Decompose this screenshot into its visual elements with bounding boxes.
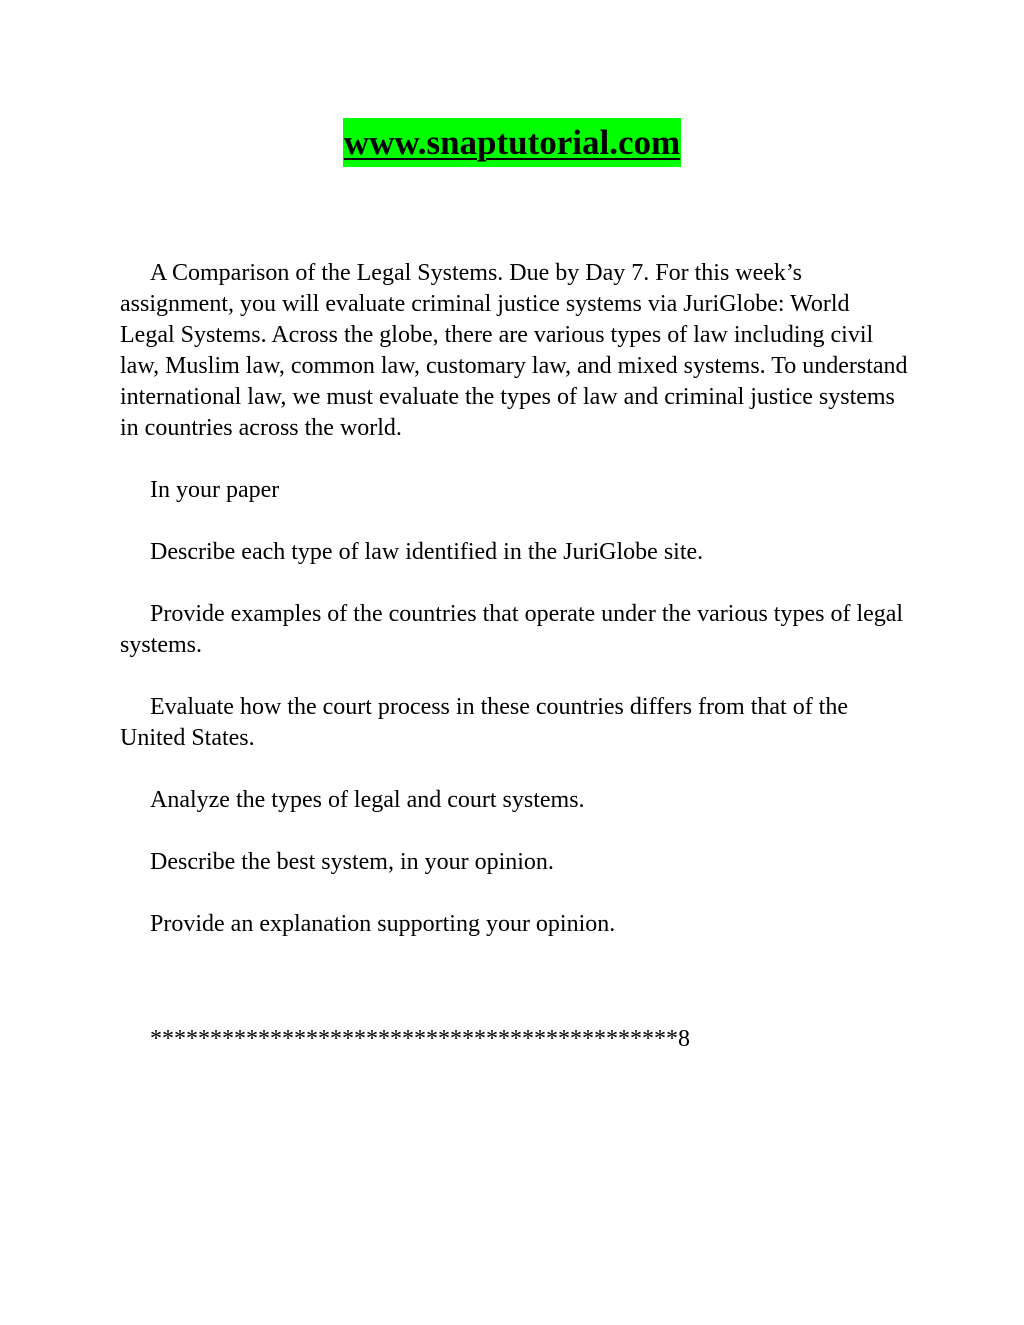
instruction-provide-examples: Provide examples of the countries that operate under the various types of legal systems. — [120, 601, 904, 658]
page-header — [0, 118, 1024, 167]
instruction-describe-best-system: Describe the best system, in your opinion. — [150, 849, 554, 875]
instruction-describe-law-types: Describe each type of law identified in the JuriGlobe site. — [150, 539, 704, 565]
document-body — [120, 258, 910, 971]
instruction-analyze-systems: Analyze the types of legal and court systems. — [150, 787, 585, 813]
instruction-evaluate-court-process: Evaluate how the court process in these countries differs from that of the United States. — [120, 694, 849, 751]
site-link[interactable]: www.snaptutorial.com — [343, 118, 681, 167]
instruction-provide-explanation: Provide an explanation supporting your opinion. — [150, 911, 616, 937]
separator-line: ********************************************8 — [150, 1026, 690, 1052]
intro-paragraph: A Comparison of the Legal Systems. Due by Day 7. For this week’s assignment, you will evaluate criminal justice systems via JuriGlobe: World Legal Systems. Across the globe, there are various types of law including civil law, Muslim law, common law, customary law, and mixed systems. To understand international law, we must evaluate the types of law and criminal justice systems in countries across the world. — [120, 260, 908, 441]
paper-heading: In your paper — [150, 477, 280, 503]
